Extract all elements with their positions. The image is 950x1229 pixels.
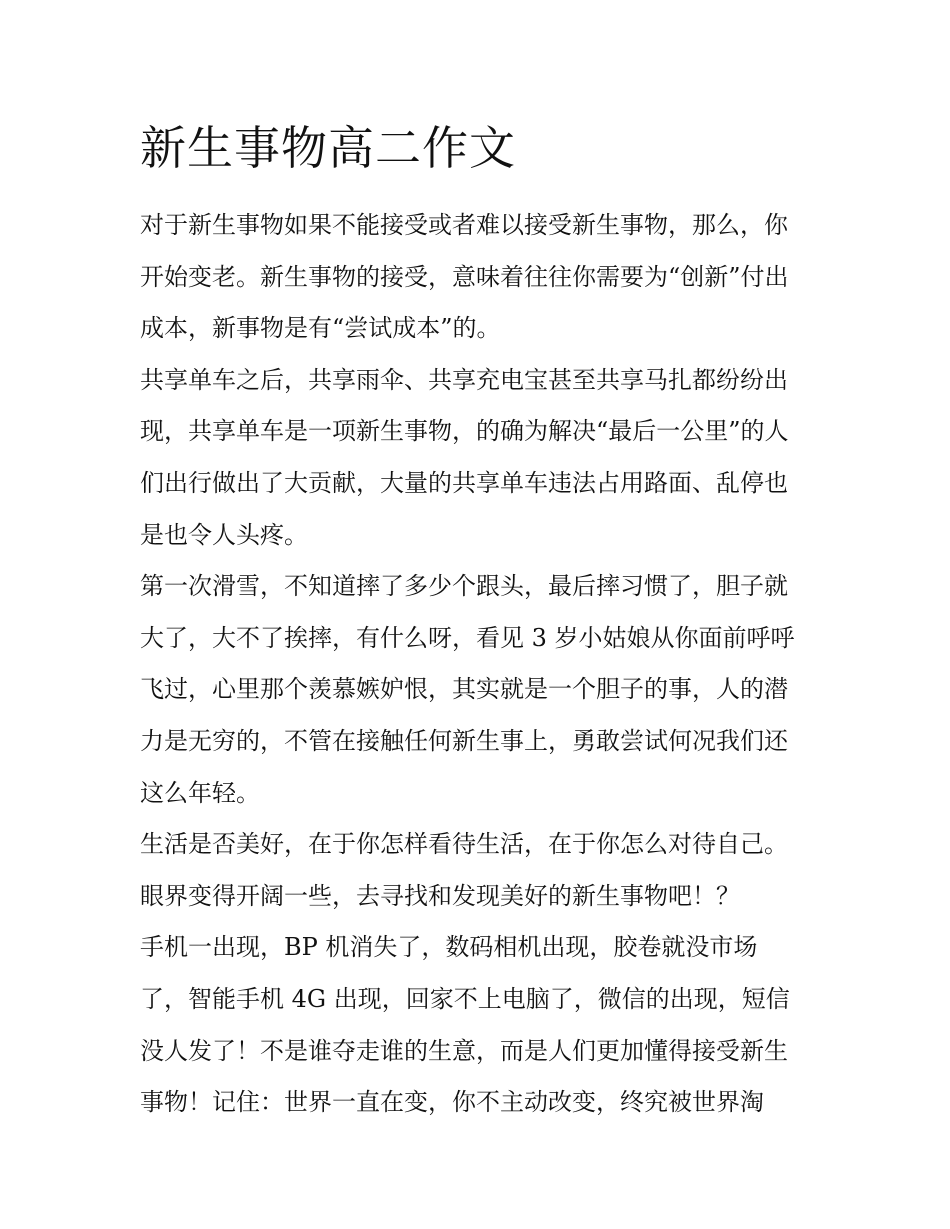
- paragraph-3-line-3: 飞过，心里那个羡慕嫉妒恨，其实就是一个胆子的事，人的潜: [140, 675, 788, 704]
- paragraph-2-line-4: 是也令人头疼。: [140, 520, 308, 549]
- paragraph-1-line-2: 开始变老。新生事物的接受，意味着往往你需要为“创新”付出: [140, 262, 789, 291]
- paragraph-3-line-1: 第一次滑雪，不知道摔了多少个跟头，最后摔习惯了，胆子就: [140, 572, 788, 601]
- paragraph-3-line-2: 大了，大不了挨摔，有什么呀，看见 3 岁小姑娘从你面前呼呼: [140, 623, 795, 652]
- paragraph-3-line-4: 力是无穷的，不管在接触任何新生事上，勇敢尝试何况我们还: [140, 726, 788, 755]
- paragraph-1-line-1: 对于新生事物如果不能接受或者难以接受新生事物，那么，你: [140, 211, 788, 239]
- paragraph-2-line-3: 们出行做出了大贡献，大量的共享单车违法占用路面、乱停也: [140, 468, 788, 497]
- paragraph-3-line-5: 这么年轻。: [140, 778, 260, 807]
- paragraph-1-line-3: 成本，新事物是有“尝试成本”的。: [140, 314, 501, 343]
- paragraph-5-line-3: 没人发了！不是谁夺走谁的生意，而是人们更加懂得接受新生: [140, 1036, 788, 1065]
- paragraph-5-line-4: 事物！记住：世界一直在变，你不主动改变，终究被世界淘: [140, 1088, 764, 1117]
- paragraph-5-line-1: 手机一出现，BP 机消失了，数码相机出现，胶卷就没市场: [140, 933, 758, 962]
- article-body: [140, 200, 820, 1129]
- paragraph-4-line-1: 生活是否美好，在于你怎样看待生活，在于你怎么对待自己。: [140, 830, 788, 859]
- page-title: 新生事物高二作文: [140, 121, 516, 175]
- paragraph-2-line-2: 现，共享单车是一项新生事物，的确为解决“最后一公里”的人: [140, 417, 789, 446]
- paragraph-2-line-1: 共享单车之后，共享雨伞、共享充电宝甚至共享马扎都纷纷出: [140, 365, 788, 394]
- paragraph-5-line-2: 了，智能手机 4G 出现，回家不上电脑了，微信的出现，短信: [140, 984, 790, 1013]
- paragraph-4-line-2: 眼界变得开阔一些，去寻找和发现美好的新生事物吧！？: [140, 881, 740, 910]
